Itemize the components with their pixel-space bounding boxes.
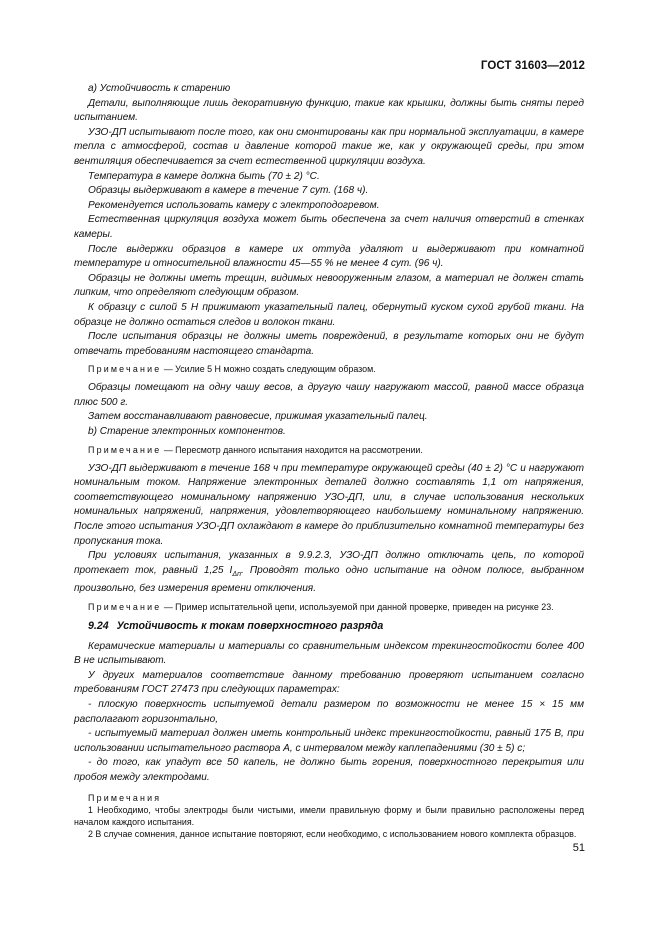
note	[74, 363, 584, 375]
note	[74, 601, 584, 613]
notes-title: Примечания	[88, 792, 162, 803]
paragraph: Детали, выполняющие лишь декоративную функцию, такие как крышки, должны быть сняты перед испытанием.	[74, 97, 584, 124]
paragraph: b) Старение электронных компонентов.	[88, 426, 286, 438]
note-item: 1 Необходимо, чтобы электроды были чистыми, имели правильную форму и были правильно расположены перед началом каждого испытания.	[74, 804, 584, 827]
paragraph: Образцы помещают на одну чашу весов, а другую чашу нагружают массой, равной массе образца плюс 500 г.	[74, 382, 584, 408]
paragraph: Образцы выдерживают в камере в течение 7 сут. (168 ч).	[88, 185, 369, 197]
paragraph: Образцы не должны иметь трещин, видимых невооруженным глазом, а материал не должен стать липким, что определяют следующим образом.	[74, 272, 584, 299]
section-number: 9.24	[88, 620, 109, 633]
note-item: 2 В случае сомнения, данное испытание повторяют, если необходимо, с использованием нового комплекта образцов.	[88, 828, 577, 839]
note-label: Примечание	[88, 364, 162, 375]
paragraph: Температура в камере должна быть (70 ± 2) °С.	[88, 170, 320, 182]
paragraph: Керамические материалы и материалы со сравнительным индексом трекингостойкости более 400 В не испытывают.	[74, 640, 584, 667]
note	[74, 444, 584, 456]
paragraph: Затем восстанавливают равновесие, прижимая указательный палец.	[88, 411, 428, 423]
paragraph	[74, 549, 584, 597]
paragraph: УЗО-ДП выдерживают в течение 168 ч при температуре окружающей среды (40 ± 2) °С и нагружают номинальным током. Напряжение электронных деталей должно составлять 1,1 от напряжения, соответствующего номинальному напряжению УЗО-ДП, или, в случае использования нескольких номинальных напряжений, напряжения, удовлетворяющего наибольшему номинальному напряжению. После этого испытания УЗО-ДП охлаждают в камере до приблизительно комнатной температуры без пропускания тока.	[74, 462, 584, 547]
paragraph-text: При условиях испытания, указанных в 9.9.2.3, УЗО-ДП должно отключать цепь, по которой протекает ток, равный 1,25 I	[74, 550, 584, 576]
note-text: — Пример испытательной цепи, используемой при данной проверке, приведен на рисунке 23.	[161, 602, 554, 613]
section-title: Устойчивость к токам поверхностного разряда	[116, 620, 384, 633]
note-label: Примечание	[88, 602, 162, 613]
note-text: — Пересмотр данного испытания находится на рассмотрении.	[161, 444, 423, 455]
note-text: — Усилие 5 Н можно создать следующим образом.	[161, 364, 376, 375]
page-content	[74, 82, 584, 840]
section-heading	[74, 619, 584, 634]
paragraph: Естественная циркуляция воздуха может быть обеспечена за счет наличия отверстий в стенках камеры.	[74, 214, 584, 240]
paragraph: У других материалов соответствие данному требованию проверяют испытанием согласно требованиям ГОСТ 27473 при следующих параметрах:	[74, 669, 584, 696]
notes-list	[74, 792, 584, 840]
paragraph: - до того, как упадут все 50 капель, не должно быть горения, поверхностного перекрытия или пробоя между электродами.	[74, 757, 584, 783]
paragraph: К образцу с силой 5 Н прижимают указательный палец, обернутый куском сухой грубой ткани. На образце не должно остаться следов и волокон ткани.	[74, 301, 584, 328]
paragraph: - испытуемый материал должен иметь контрольный индекс трекингостойкости, равный 175 В, при использовании испытательного раствора А, с интервалом между каплепадениями (30 ± 5) с;	[74, 728, 584, 754]
note-label: Примечание	[88, 444, 162, 455]
paragraph: а) Устойчивость к старению	[88, 83, 231, 94]
subscript: Δn	[232, 570, 241, 578]
paragraph: УЗО-ДП испытывают после того, как они смонтированы как при нормальной эксплуатации, в камере тепла с атмосферой, состав и давление которой такие же, как у окружающей среды, при этом вентиляция обеспечивается за счет естественной циркуляции воздуха.	[74, 126, 584, 167]
paragraph: Рекомендуется использовать камеру с электроподогревом.	[88, 199, 380, 211]
paragraph: После выдержки образцов в камере их оттуда удаляют и выдерживают при комнатной температуре и относительной влажности 45—55 % не менее 4 сут. (96 ч).	[74, 243, 584, 270]
page-number: 51	[572, 842, 585, 854]
paragraph-text: . Проводят только одно испытание на одном полюсе, выбранном произвольно, без измерения времени отключения.	[74, 564, 584, 595]
paragraph: - плоскую поверхность испытуемой детали размером по возможности не менее 15 × 15 мм располагают горизонтально,	[74, 698, 584, 725]
standard-header: ГОСТ 31603—2012	[480, 60, 585, 72]
paragraph: После испытания образцы не должны иметь повреждений, в результате которых они не будут отвечать требованиям настоящего стандарта.	[74, 331, 584, 357]
